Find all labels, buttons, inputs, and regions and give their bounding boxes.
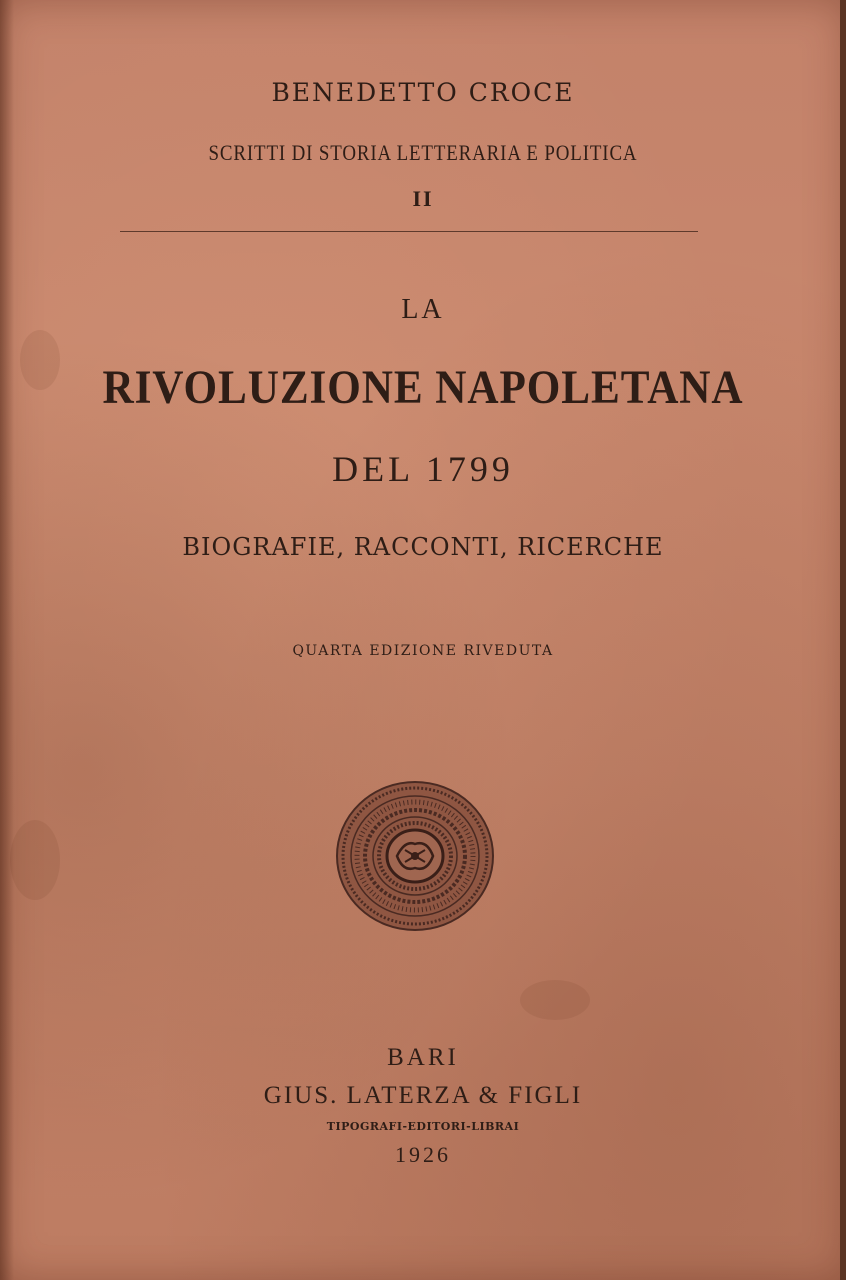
title-year: DEL 1799 [332, 449, 514, 489]
publication-place: BARI [387, 1044, 459, 1071]
author-name: BENEDETTO CROCE [271, 78, 575, 107]
edition-note: QUARTA EDIZIONE RIVEDUTA [292, 643, 554, 659]
title-article: LA [401, 294, 445, 325]
volume-number: II [412, 186, 434, 211]
series-title: SCRITTI DI STORIA LETTERARIA E POLITICA [208, 140, 638, 165]
paper-stain [520, 980, 590, 1020]
divider-rule [120, 231, 698, 232]
book-subtitle: BIOGRAFIE, RACCONTI, RICERCHE [182, 533, 664, 561]
publisher-seal-icon [335, 780, 495, 932]
book-title: RIVOLUZIONE NAPOLETANA [102, 361, 744, 414]
publisher-trade: TIPOGRAFI-EDITORI-LIBRAI [326, 1120, 520, 1133]
paper-stain [10, 820, 60, 900]
publisher-name: GIUS. LATERZA & FIGLI [263, 1082, 583, 1109]
publication-year: 1926 [395, 1142, 451, 1167]
